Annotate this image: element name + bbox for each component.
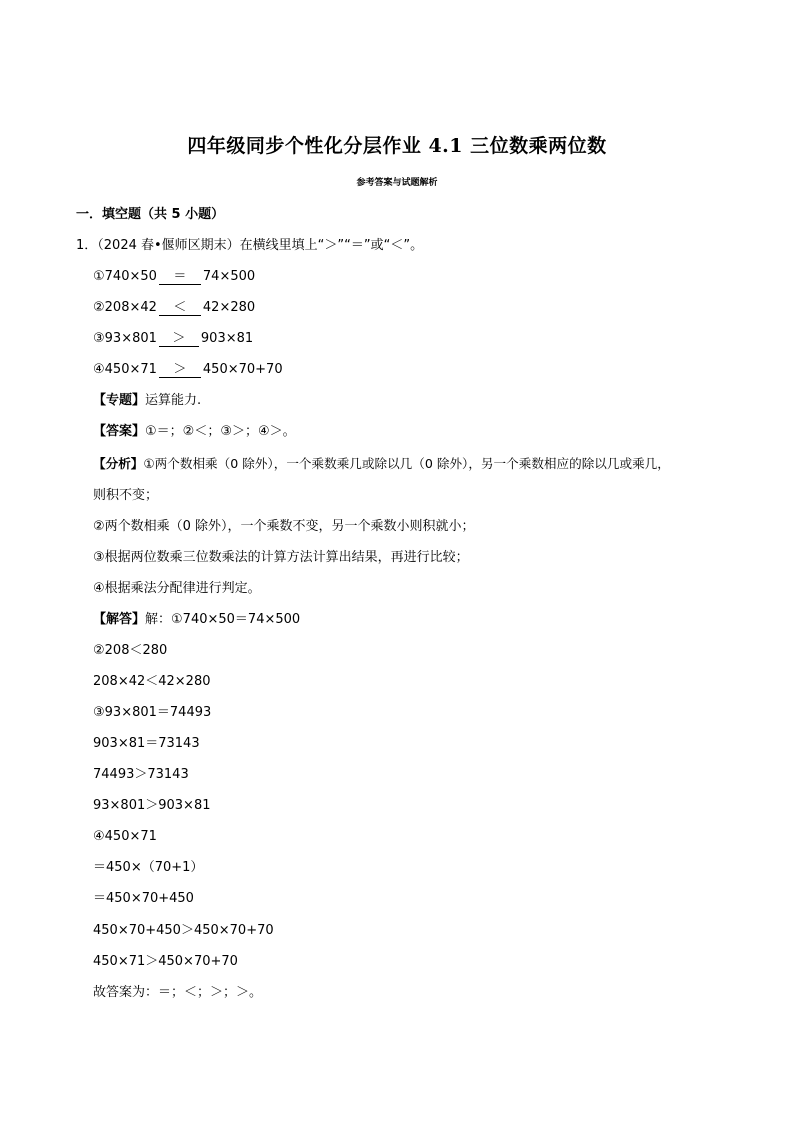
page-subtitle: 参考答案与试题解析 (356, 178, 438, 188)
item-left-expression: ③93×801 (93, 331, 157, 346)
question-text: （2024 春•偃师区期末）在横线里填上“＞”“＝”或“＜”。 (97, 238, 424, 253)
solution-conclusion: 故答案为：＝；＜；＞；＞。 (93, 985, 263, 1000)
solution-line: 450×70+450＞450×70+70 (93, 923, 274, 938)
analysis-line-4: ③根据两位数乘三位数乘法的计算方法计算出结果，再进行比较； (93, 550, 469, 565)
question-item-1 (93, 268, 255, 286)
solution-line: 450×71＞450×70+70 (93, 954, 238, 969)
topic-text: 运算能力. (145, 393, 202, 408)
solution-line: 903×81＝73143 (93, 736, 200, 751)
answer-line (93, 423, 296, 441)
section-heading: 一．填空题（共 5 小题） (76, 207, 225, 222)
item-right-expression: 903×81 (200, 331, 254, 346)
item-right-expression: 42×280 (202, 300, 256, 315)
solution-text: 解：①740×50＝74×500 (145, 612, 301, 627)
answer-blank: ＝ (159, 269, 201, 285)
item-right-expression: 74×500 (202, 269, 256, 284)
answer-blank: ＞ (159, 362, 201, 378)
answer-text: ①＝；②＜；③＞；④＞。 (145, 424, 296, 439)
question-item-4 (93, 361, 283, 379)
solution-line: ②208＜280 (93, 643, 168, 658)
question-item-2 (93, 299, 255, 317)
question-number: 1． (76, 238, 98, 253)
topic-label: 【专题】 (93, 393, 146, 408)
solution-label: 【解答】 (93, 612, 146, 627)
topic-line (93, 392, 201, 410)
page-title: 四年级同步个性化分层作业 4.1 三位数乘两位数 (187, 135, 607, 157)
analysis-line-1 (93, 455, 670, 473)
solution-line-first (93, 611, 300, 629)
solution-line: 93×801＞903×81 (93, 798, 211, 813)
solution-line: ＝450×（70+1） (93, 860, 204, 875)
analysis-line-2: 则积不变； (93, 488, 159, 503)
item-left-expression: ①740×50 (93, 269, 157, 284)
item-right-expression: 450×70+70 (202, 362, 283, 377)
question-stem (76, 237, 423, 255)
solution-line: ④450×71 (93, 829, 157, 844)
answer-blank: ＜ (159, 300, 201, 316)
answer-blank: ＞ (159, 331, 199, 347)
item-left-expression: ④450×71 (93, 362, 157, 377)
solution-line: ③93×801＝74493 (93, 705, 212, 720)
analysis-line-3: ②两个数相乘（0 除外），一个乘数不变，另一个乘数小则积就小； (93, 519, 475, 534)
solution-line: ＝450×70+450 (93, 891, 194, 906)
analysis-line-5: ④根据乘法分配律进行判定。 (93, 581, 261, 596)
analysis-text: ①两个数相乘（0 除外），一个乘数乘几或除以几（0 除外），另一个乘数相应的除以几或乘几， (143, 456, 670, 471)
answer-label: 【答案】 (93, 424, 146, 439)
analysis-label: 【分析】 (93, 456, 144, 471)
item-left-expression: ②208×42 (93, 300, 157, 315)
question-item-3 (93, 330, 253, 348)
solution-line: 74493＞73143 (93, 767, 189, 782)
solution-line: 208×42＜42×280 (93, 674, 211, 689)
